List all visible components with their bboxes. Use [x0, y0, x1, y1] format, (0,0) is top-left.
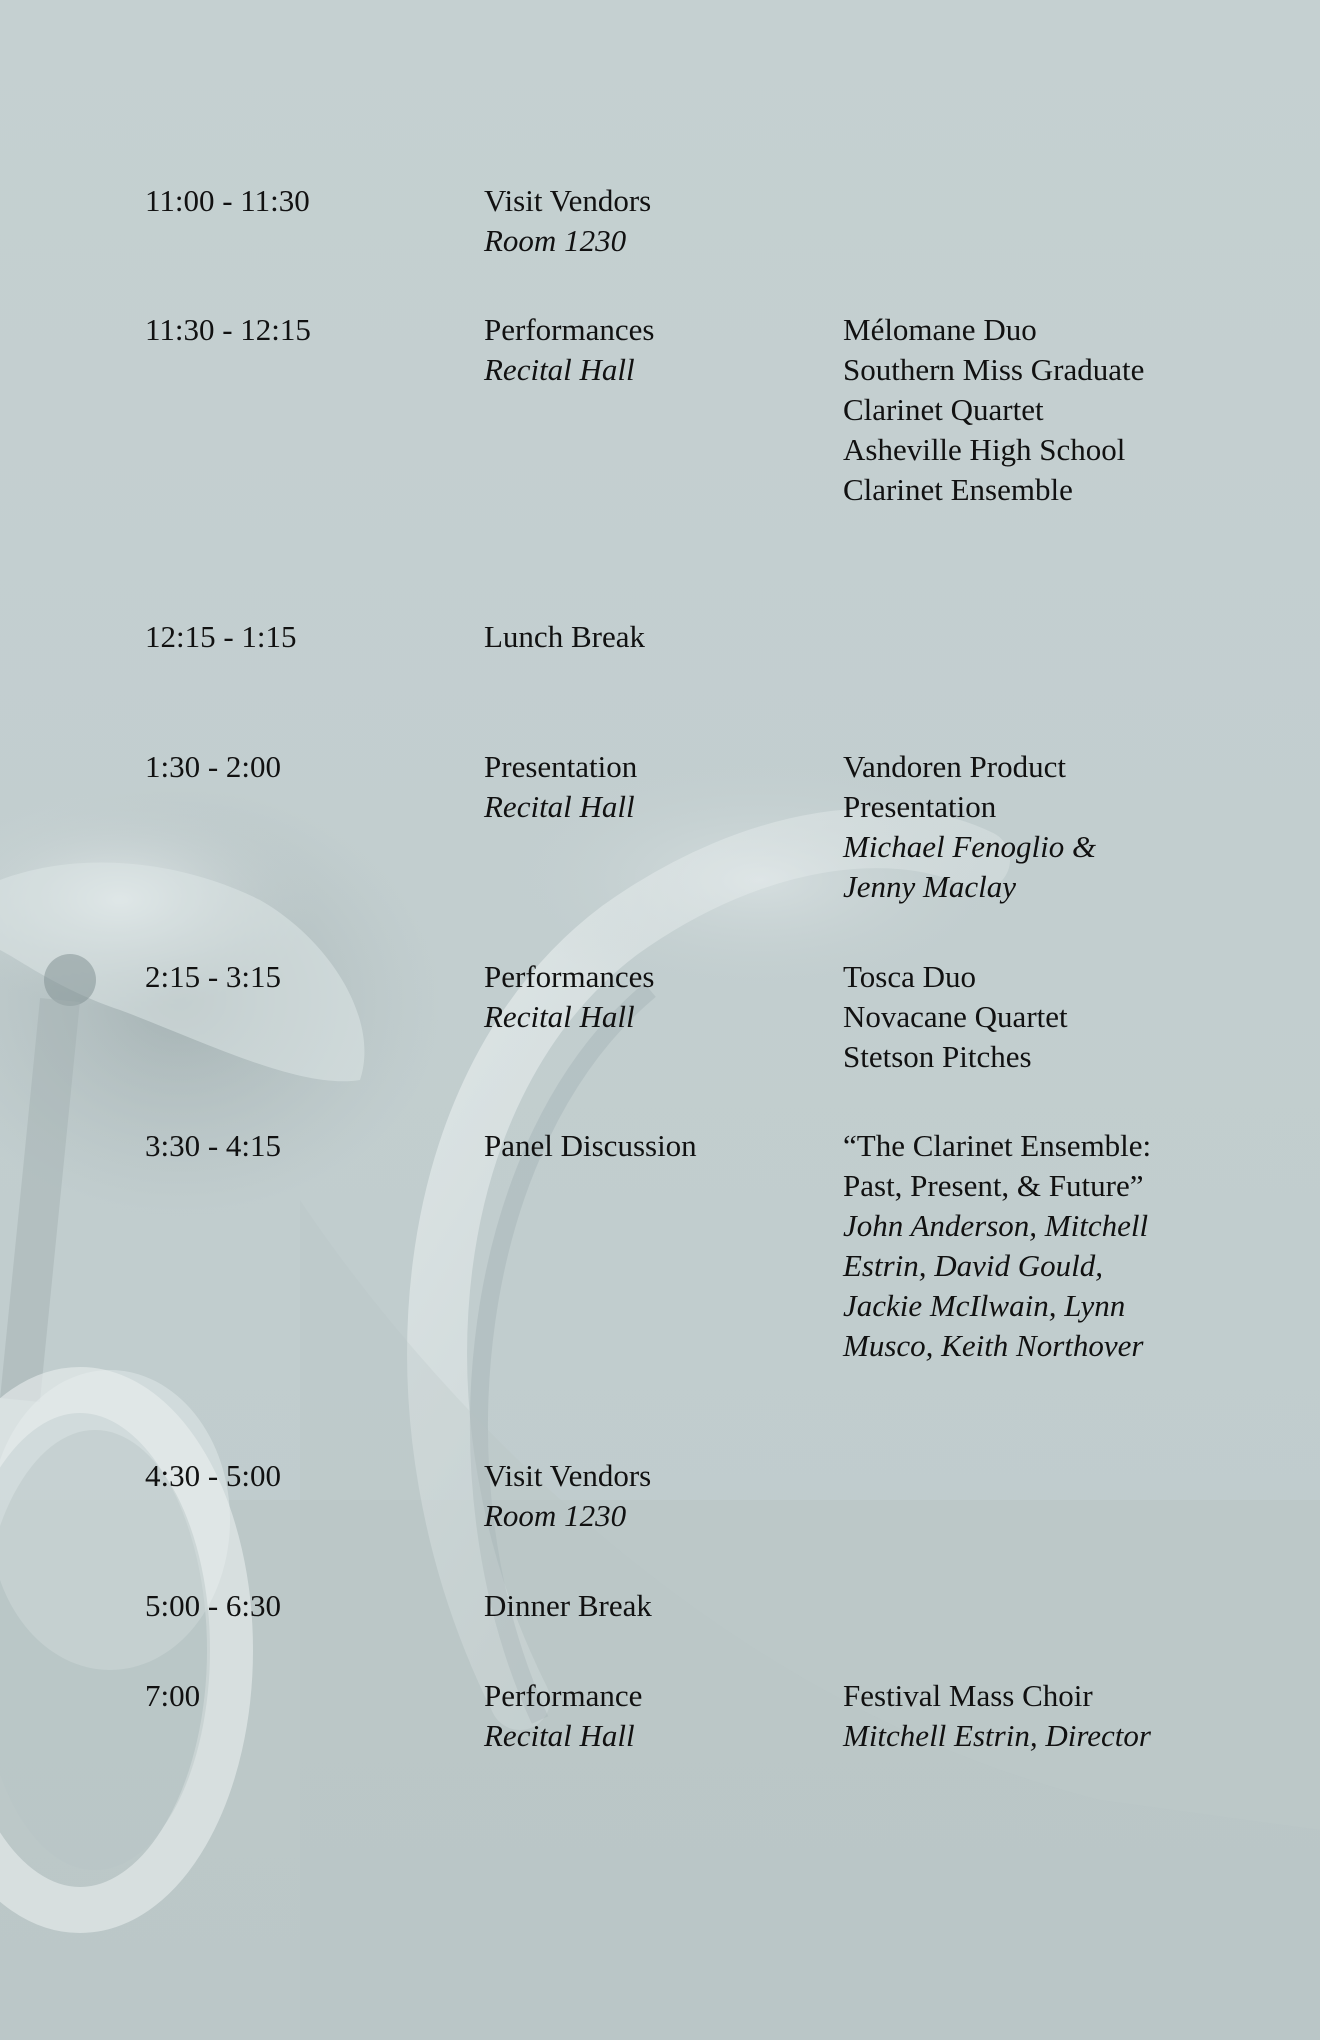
event-title: Performance: [484, 1678, 643, 1713]
performer-line: Stetson Pitches: [843, 1039, 1032, 1074]
event-title: Performances: [484, 959, 655, 994]
detail-line: Presentation: [843, 789, 997, 824]
panelist-line: Estrin, David Gould,: [843, 1248, 1104, 1283]
performer-line: Clarinet Ensemble: [843, 472, 1073, 507]
presenter-line: Michael Fenoglio &: [843, 829, 1097, 864]
performer-line: Tosca Duo: [843, 959, 976, 994]
event-time: 11:00 - 11:30: [145, 183, 310, 218]
presenter-line: Jenny Maclay: [843, 869, 1016, 904]
event-info: [484, 617, 645, 657]
event-info: [484, 1126, 697, 1166]
director-line: Mitchell Estrin, Director: [843, 1718, 1151, 1753]
event-info: [484, 1456, 651, 1536]
event-location: Recital Hall: [484, 352, 635, 387]
panelist-line: Musco, Keith Northover: [843, 1328, 1144, 1363]
event-title: Visit Vendors: [484, 183, 652, 218]
event-info: [484, 181, 651, 261]
event-time: 5:00 - 6:30: [145, 1588, 282, 1623]
event-time: 1:30 - 2:00: [145, 749, 282, 784]
event-title: Performances: [484, 312, 655, 347]
detail-line: Vandoren Product: [843, 749, 1066, 784]
event-time: 2:15 - 3:15: [145, 959, 282, 994]
performer-line: Mélomane Duo: [843, 312, 1037, 347]
event-title: Presentation: [484, 749, 638, 784]
event-details: [843, 1676, 1151, 1756]
detail-line: Past, Present, & Future”: [843, 1168, 1144, 1203]
event-location: Room 1230: [484, 223, 627, 258]
event-info: [484, 957, 654, 1037]
event-location: Recital Hall: [484, 789, 635, 824]
detail-line: “The Clarinet Ensemble:: [843, 1128, 1152, 1163]
event-title: Lunch Break: [484, 619, 645, 654]
event-time: 12:15 - 1:15: [145, 619, 297, 654]
event-location: Room 1230: [484, 1498, 627, 1533]
event-title: Panel Discussion: [484, 1128, 697, 1163]
event-time: 3:30 - 4:15: [145, 1128, 282, 1163]
event-info: [484, 1676, 642, 1756]
event-details: [843, 1126, 1151, 1366]
event-info: [484, 310, 654, 390]
event-title: Visit Vendors: [484, 1458, 652, 1493]
panelist-line: John Anderson, Mitchell: [843, 1208, 1149, 1243]
event-location: Recital Hall: [484, 1718, 635, 1753]
performer-line: Novacane Quartet: [843, 999, 1068, 1034]
event-time: 11:30 - 12:15: [145, 312, 311, 347]
event-info: [484, 747, 637, 827]
event-info: [484, 1586, 652, 1626]
event-details: [843, 310, 1144, 510]
performer-line: Asheville High School: [843, 432, 1126, 467]
event-details: [843, 957, 1068, 1077]
event-details: [843, 747, 1096, 907]
event-title: Dinner Break: [484, 1588, 652, 1623]
event-time: 4:30 - 5:00: [145, 1458, 282, 1493]
performer-line: Festival Mass Choir: [843, 1678, 1093, 1713]
event-time: 7:00: [145, 1678, 201, 1713]
performer-line: Clarinet Quartet: [843, 392, 1044, 427]
performer-line: Southern Miss Graduate: [843, 352, 1145, 387]
panelist-line: Jackie McIlwain, Lynn: [843, 1288, 1126, 1323]
event-location: Recital Hall: [484, 999, 635, 1034]
